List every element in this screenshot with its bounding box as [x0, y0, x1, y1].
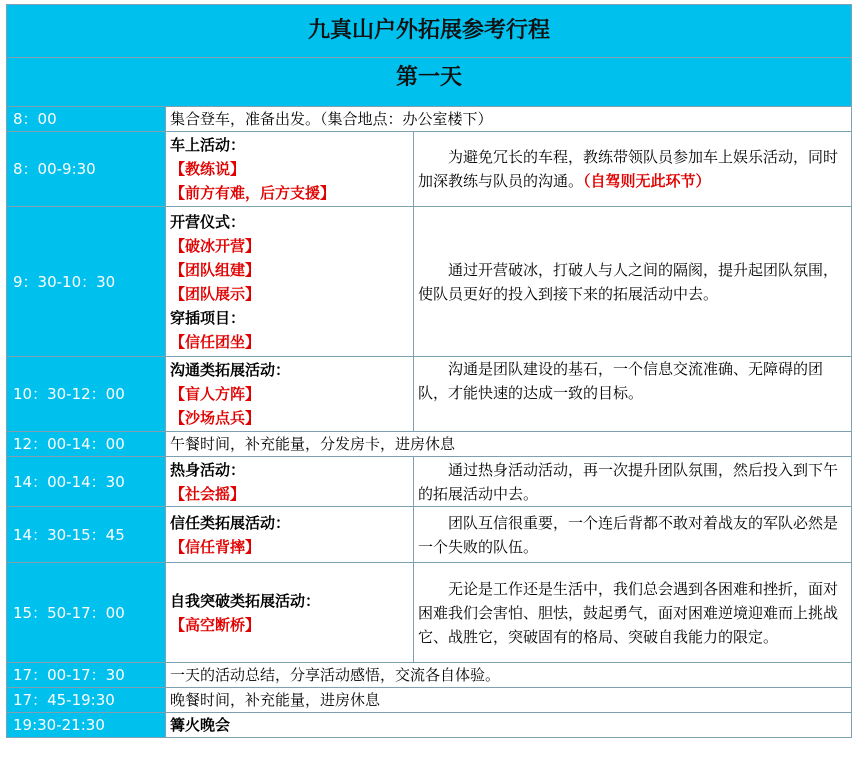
activity-item: 【盲人方阵】: [170, 385, 261, 403]
time-cell: 14：30-15：45: [7, 507, 166, 563]
activity-item: 【沙场点兵】: [170, 409, 261, 427]
activity-item: 【教练说】: [170, 160, 246, 178]
description-cell: 团队互信很重要，一个连后背都不敢对着战友的军队必然是一个失败的队伍。: [414, 507, 852, 563]
activity-item: 【高空断桥】: [170, 615, 261, 634]
time-cell: 17：45-19:30: [7, 688, 166, 713]
activity-item: 【信任团坐】: [170, 332, 261, 351]
description-cell: [414, 132, 852, 207]
description-cell: 通过开营破冰，打破人与人之间的隔阂，提升起团队氛围，使队员更好的投入到接下来的拓展活动中去。: [414, 207, 852, 357]
table-row: [7, 107, 852, 132]
time-cell: 10：30-12：00: [7, 357, 166, 432]
description-note: （自驾则无此环节）: [583, 172, 711, 190]
day-title: 第一天: [7, 58, 852, 107]
activity-heading: 自我突破类拓展活动：: [170, 591, 321, 610]
description-text: 为避免冗长的车程，教练带领队员参加车上娱乐活动，同时加深教练与队员的沟通。: [418, 148, 839, 190]
activity-cell: 一天的活动总结，分享活动感悟，交流各自体验。: [166, 663, 852, 688]
time-cell: 15：50-17：00: [7, 563, 166, 663]
activity-cell: 晚餐时间，补充能量，进房休息: [166, 688, 852, 713]
table-row: [7, 507, 852, 563]
time-cell: 8：00-9:30: [7, 132, 166, 207]
table-row: [7, 432, 852, 457]
time-cell: 14：00-14：30: [7, 457, 166, 507]
page-title: 九真山户外拓展参考行程: [7, 5, 852, 58]
time-cell: 8：00: [7, 107, 166, 132]
title-row: [7, 5, 852, 58]
time-cell: 12：00-14：00: [7, 432, 166, 457]
table-row: [7, 457, 852, 507]
activity-heading: 沟通类拓展活动：: [170, 361, 291, 379]
time-cell: 9：30-10：30: [7, 207, 166, 357]
activity-heading: 穿插项目：: [170, 308, 246, 327]
description-cell: 无论是工作还是生活中，我们总会遇到各困难和挫折，面对困难我们会害怕、胆怯，鼓起勇气，面对困难逆境迎难而上挑战它、战胜它，突破固有的格局、突破自我能力的限定。: [414, 563, 852, 663]
activity-cell: [166, 207, 414, 357]
description-cell: 沟通是团队建设的基石，一个信息交流准确、无障碍的团队，才能快速的达成一致的目标。: [414, 357, 852, 432]
itinerary-table: [6, 4, 852, 738]
activity-cell: [166, 563, 414, 663]
table-row: [7, 207, 852, 357]
activity-cell: [166, 457, 414, 507]
table-row: [7, 688, 852, 713]
table-row: [7, 663, 852, 688]
table-row: [7, 563, 852, 663]
activity-cell: [166, 132, 414, 207]
table-row: [7, 713, 852, 738]
time-cell: 19:30-21:30: [7, 713, 166, 738]
activity-item: 【团队展示】: [170, 284, 261, 303]
activity-cell: 午餐时间，补充能量，分发房卡，进房休息: [166, 432, 852, 457]
activity-cell: 集合登车，准备出发。（集合地点：办公室楼下）: [166, 107, 852, 132]
activity-cell: [166, 507, 414, 563]
activity-item: 【信任背摔】: [170, 537, 261, 556]
activity-item: 【团队组建】: [170, 260, 261, 279]
table-row: [7, 357, 852, 432]
day-row: [7, 58, 852, 107]
activity-item: 【破冰开营】: [170, 236, 261, 255]
table-row: [7, 132, 852, 207]
activity-item: 【前方有难，后方支援】: [170, 184, 336, 202]
activity-cell: 篝火晚会: [166, 713, 852, 738]
activity-heading: 车上活动：: [170, 136, 246, 154]
activity-item: 【社会摇】: [170, 484, 246, 503]
activity-heading: 开营仪式：: [170, 212, 246, 231]
activity-cell: [166, 357, 414, 432]
description-cell: 通过热身活动活动，再一次提升团队氛围，然后投入到下午的拓展活动中去。: [414, 457, 852, 507]
activity-heading: 热身活动：: [170, 460, 246, 479]
itinerary-document: [6, 4, 851, 738]
time-cell: 17：00-17：30: [7, 663, 166, 688]
activity-heading: 信任类拓展活动：: [170, 513, 291, 532]
